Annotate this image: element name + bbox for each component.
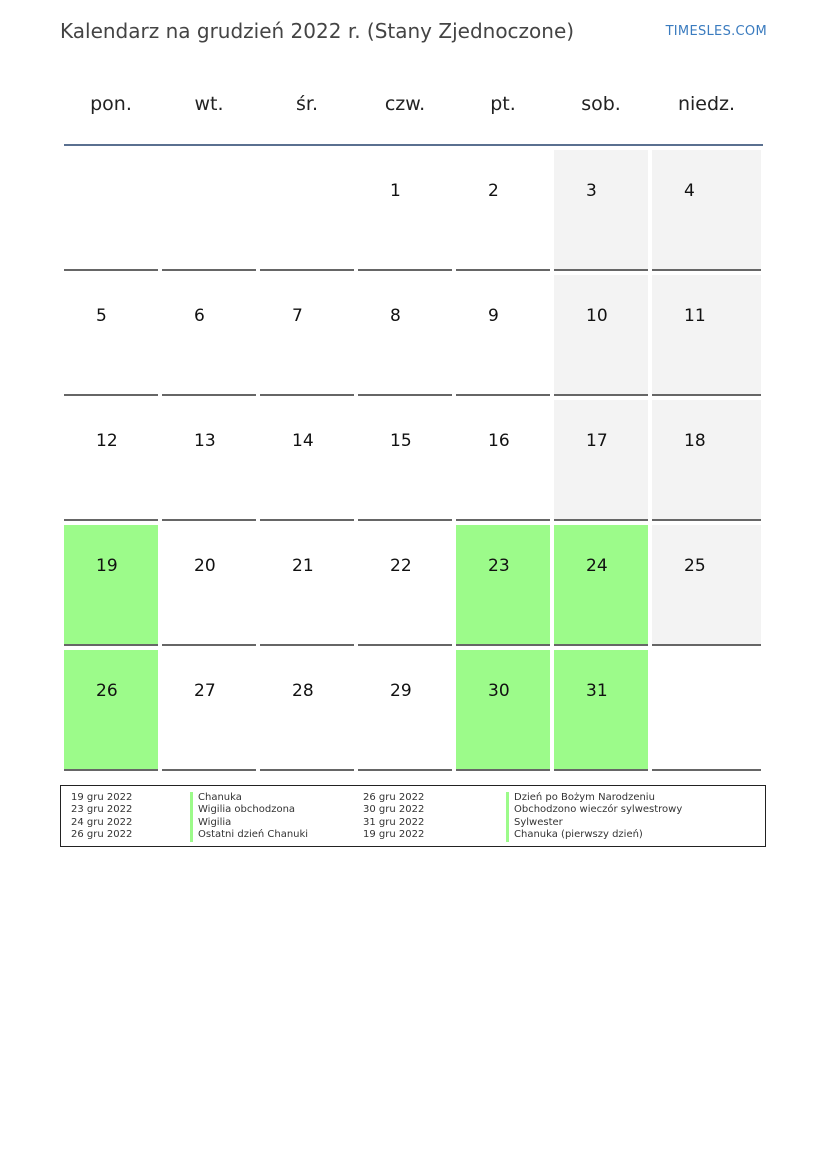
day-cell[interactable] [162, 650, 256, 771]
day-cell[interactable] [456, 650, 550, 771]
day-cell[interactable] [358, 650, 452, 771]
legend-date: 26 gru 2022 [71, 829, 133, 841]
day-number: 3 [586, 181, 597, 201]
weekday-label: pt. [490, 93, 516, 115]
day-cell[interactable] [64, 650, 158, 771]
day-number: 12 [96, 431, 118, 451]
day-cell[interactable] [652, 525, 761, 646]
day-number: 24 [586, 556, 608, 576]
day-cell[interactable] [64, 400, 158, 521]
day-cell[interactable] [162, 275, 256, 396]
day-number: 29 [390, 681, 412, 701]
day-number: 17 [586, 431, 608, 451]
day-cell[interactable] [456, 400, 550, 521]
legend-date: 19 gru 2022 [71, 792, 133, 803]
day-cell[interactable] [64, 150, 158, 271]
legend-holiday-name: Sylwester [506, 817, 682, 829]
weekday-label: wt. [194, 93, 224, 115]
day-number: 19 [96, 556, 118, 576]
brand-link[interactable]: TIMESLES.COM [665, 24, 767, 39]
weekday-label: pon. [90, 93, 132, 115]
day-cell[interactable] [554, 400, 648, 521]
legend-dates-left [71, 792, 132, 842]
weekday-label: czw. [384, 93, 426, 115]
day-number: 27 [194, 681, 216, 701]
day-number: 26 [96, 681, 118, 701]
legend-date: 24 gru 2022 [71, 816, 133, 828]
day-number: 20 [194, 556, 216, 576]
day-number: 25 [684, 556, 706, 576]
day-number: 14 [292, 431, 314, 451]
day-cell[interactable] [652, 650, 761, 771]
day-cell[interactable] [358, 525, 452, 646]
day-cell[interactable] [260, 525, 354, 646]
day-number: 16 [488, 431, 510, 451]
legend-holiday-name: Chanuka [190, 792, 308, 804]
legend-names-left [190, 792, 308, 842]
legend-holiday-name: Wigilia obchodzona [190, 804, 308, 816]
day-cell[interactable] [162, 400, 256, 521]
day-number: 18 [684, 431, 706, 451]
weekday-label: śr. [295, 93, 318, 115]
day-cell[interactable] [260, 275, 354, 396]
day-cell[interactable] [652, 150, 761, 271]
day-number: 7 [292, 306, 303, 326]
day-cell[interactable] [162, 150, 256, 271]
calendar-grid [64, 150, 763, 771]
day-number: 22 [390, 556, 412, 576]
legend-holiday-name: Obchodzono wieczór sylwestrowy [506, 804, 682, 816]
legend-date: 23 gru 2022 [71, 804, 133, 816]
day-number: 15 [390, 431, 412, 451]
day-cell[interactable] [456, 525, 550, 646]
legend-dates-right [363, 792, 424, 842]
day-cell[interactable] [358, 275, 452, 396]
page-title: Kalendarz na grudzień 2022 r. (Stany Zjednoczone) [60, 19, 575, 43]
day-number: 30 [488, 681, 510, 701]
day-number: 6 [194, 306, 205, 326]
legend-holiday-name: Ostatni dzień Chanuki [190, 829, 308, 841]
legend-date: 30 gru 2022 [363, 804, 425, 816]
day-number: 2 [488, 181, 499, 201]
legend-date: 31 gru 2022 [363, 816, 425, 828]
day-number: 21 [292, 556, 314, 576]
day-number: 13 [194, 431, 216, 451]
day-cell[interactable] [456, 150, 550, 271]
day-cell[interactable] [554, 525, 648, 646]
day-cell[interactable] [64, 275, 158, 396]
legend-holiday-name: Wigilia [190, 817, 308, 829]
day-number: 1 [390, 181, 401, 201]
day-cell[interactable] [64, 525, 158, 646]
day-number: 23 [488, 556, 510, 576]
day-number: 11 [684, 306, 706, 326]
day-cell[interactable] [162, 525, 256, 646]
holiday-legend [60, 785, 766, 847]
day-number: 8 [390, 306, 401, 326]
weekday-label: sob. [581, 93, 621, 115]
day-cell[interactable] [358, 400, 452, 521]
legend-holiday-name: Dzień po Bożym Narodzeniu [506, 792, 682, 804]
day-cell[interactable] [456, 275, 550, 396]
day-number: 9 [488, 306, 499, 326]
day-cell[interactable] [652, 275, 761, 396]
legend-date: 19 gru 2022 [363, 829, 425, 841]
day-number: 10 [586, 306, 608, 326]
day-cell[interactable] [652, 400, 761, 521]
legend-holiday-name: Chanuka (pierwszy dzień) [506, 829, 682, 841]
day-cell[interactable] [358, 150, 452, 271]
legend-date: 26 gru 2022 [363, 792, 425, 803]
day-number: 4 [684, 181, 695, 201]
day-cell[interactable] [260, 400, 354, 521]
day-cell[interactable] [554, 275, 648, 396]
day-cell[interactable] [554, 150, 648, 271]
day-cell[interactable] [260, 150, 354, 271]
weekday-header [64, 78, 763, 146]
day-number: 28 [292, 681, 314, 701]
day-cell[interactable] [260, 650, 354, 771]
legend-names-right [506, 792, 682, 842]
day-number: 31 [586, 681, 608, 701]
day-cell[interactable] [554, 650, 648, 771]
weekday-label: niedz. [677, 93, 736, 115]
day-number: 5 [96, 306, 107, 326]
